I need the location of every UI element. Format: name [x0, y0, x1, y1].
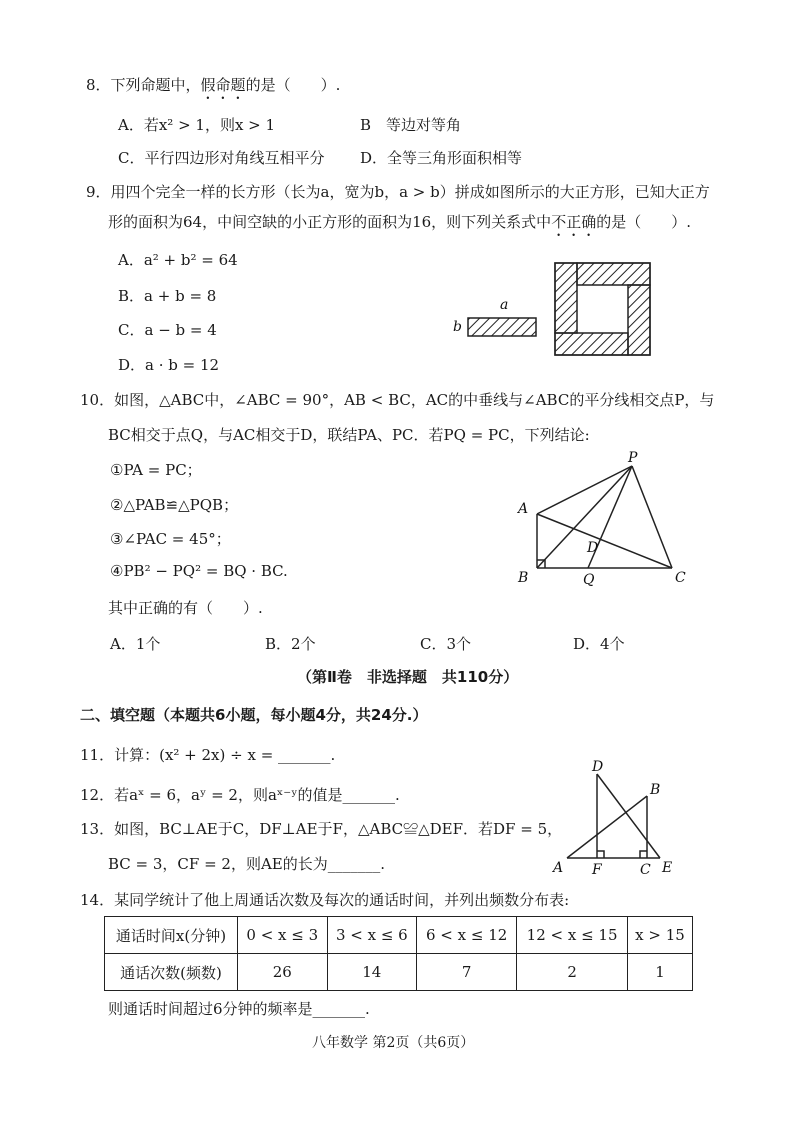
q10-label-a: A: [518, 501, 529, 517]
q10-conclusion-3: ③∠PAC = 45°；: [110, 530, 231, 548]
q10-conclusion-4: ④PB² − PQ² = BQ · BC.: [110, 562, 288, 580]
q10-seg-pa: [537, 466, 632, 514]
q9-stem-line2: 形的面积为64，中间空缺的小正方形的面积为16，则下列关系式中不正确的是（ ）.: [108, 213, 691, 231]
q10-label-d: D: [587, 540, 599, 556]
table-cell: 6 < x ≤ 12: [417, 917, 517, 954]
q14-stem: 14．某同学统计了他上周通话次数及每次的通话时间，并列出频数分布表:: [80, 891, 570, 909]
q8-emphasis: 假命题: [200, 76, 246, 94]
q9-rect-bottom: [555, 333, 628, 355]
q13-label-c: C: [640, 862, 651, 878]
q13-seg-ab: [567, 796, 647, 858]
q13-figure: [550, 758, 680, 880]
q13-line2: BC = 3，CF = 2，则AE的长为_______.: [108, 855, 386, 873]
q10-label-b: B: [518, 570, 529, 586]
q10-option-d: D．4个: [573, 635, 625, 653]
q9-stem-line1: 9．用四个完全一样的长方形（长为a，宽为b，a > b）拼成如图所示的大正方形，已知大正方: [86, 183, 710, 201]
q13-label-d: D: [592, 759, 604, 775]
table-cell: 3 < x ≤ 6: [327, 917, 417, 954]
q9-rect-right: [628, 285, 650, 355]
q10-label-q: Q: [583, 572, 595, 588]
q9-option-c: C．a − b = 4: [118, 321, 217, 339]
q13-label-b: B: [650, 782, 661, 798]
frequency-table: [104, 916, 693, 991]
q10-conclusion-2: ②△PAB≌△PQB；: [110, 496, 239, 514]
q10-option-c: C．3个: [420, 635, 472, 653]
q11: 11．计算：(x² + 2x) ÷ x = _______.: [80, 746, 336, 764]
q9-emphasis: 不正确: [551, 213, 597, 231]
q14-ask: 则通话时间超过6分钟的频率是_______.: [108, 1000, 370, 1018]
q10-seg-ac: [537, 514, 672, 568]
q9-option-a: A．a² + b² = 64: [118, 251, 238, 269]
page-footer: 八年数学 第2页（共6页）: [312, 1035, 475, 1051]
q8-stem: 8．下列命题中，假命题的是（ ）.: [86, 76, 341, 94]
q10-stem-line2: BC相交于点Q，与AC相交于D，联结PA、PC．若PQ = PC，下列结论:: [108, 426, 590, 444]
q9-rect-left: [555, 263, 577, 333]
table-cell: x > 15: [627, 917, 692, 954]
table-cell: 26: [238, 954, 328, 991]
q8-option-c: C．平行四边形对角线互相平分: [118, 149, 325, 167]
q10-seg-pb: [537, 466, 632, 568]
q10-option-b: B．2个: [265, 635, 316, 653]
table-cell: 7: [417, 954, 517, 991]
q10-seg-pc: [632, 466, 672, 568]
q13-right-angle-c: [640, 851, 647, 858]
q9-label-a: a: [500, 297, 509, 313]
q10-ask: 其中正确的有（ ）.: [108, 599, 263, 617]
q9-figure: [450, 258, 660, 358]
q10-option-a: A．1个: [110, 635, 161, 653]
q10-label-p: P: [628, 450, 638, 466]
q9-option-d: D．a · b = 12: [118, 356, 220, 374]
q13-label-e: E: [662, 860, 673, 876]
table-cell: 通话时间x(分钟): [105, 917, 238, 954]
q13-line1: 13．如图，BC⊥AE于C，DF⊥AE于F，△ABC≌△DEF．若DF = 5，: [80, 820, 563, 838]
table-row: [105, 954, 693, 991]
q10-conclusion-1: ①PA = PC；: [110, 461, 202, 479]
table-cell: 1: [627, 954, 692, 991]
q9-rect-top: [577, 263, 650, 285]
q8-option-d: D．全等三角形面积相等: [360, 149, 523, 167]
table-cell: 2: [517, 954, 628, 991]
q9-label-b: b: [453, 319, 462, 335]
q9-small-rectangle: [468, 318, 536, 336]
section2-title: （第Ⅱ卷 非选择题 共110分）: [297, 668, 519, 686]
q10-stem-line1: 10．如图，△ABC中，∠ABC = 90°，AB < BC，AC的中垂线与∠ABC的平分线相交点P，与: [80, 391, 715, 409]
q10-figure: [510, 448, 695, 588]
table-row: [105, 917, 693, 954]
table-cell: 0 < x ≤ 3: [238, 917, 328, 954]
fill-in-header: 二、填空题（本题共6小题，每小题4分，共24分.）: [80, 706, 428, 724]
q13-right-angle-f: [597, 851, 604, 858]
table-cell: 12 < x ≤ 15: [517, 917, 628, 954]
table-cell: 14: [327, 954, 417, 991]
table-cell: 通话次数(频数): [105, 954, 238, 991]
q8-option-a: A．若x² > 1，则x > 1: [118, 116, 276, 134]
q13-label-f: F: [592, 862, 602, 878]
q13-label-a: A: [553, 860, 564, 876]
q8-option-b: B 等边对等角: [360, 116, 462, 134]
q12: 12．若aˣ = 6，aʸ = 2，则aˣ⁻ʸ的值是_______.: [80, 786, 400, 804]
q10-label-c: C: [675, 570, 686, 586]
q9-option-b: B．a + b = 8: [118, 287, 217, 305]
